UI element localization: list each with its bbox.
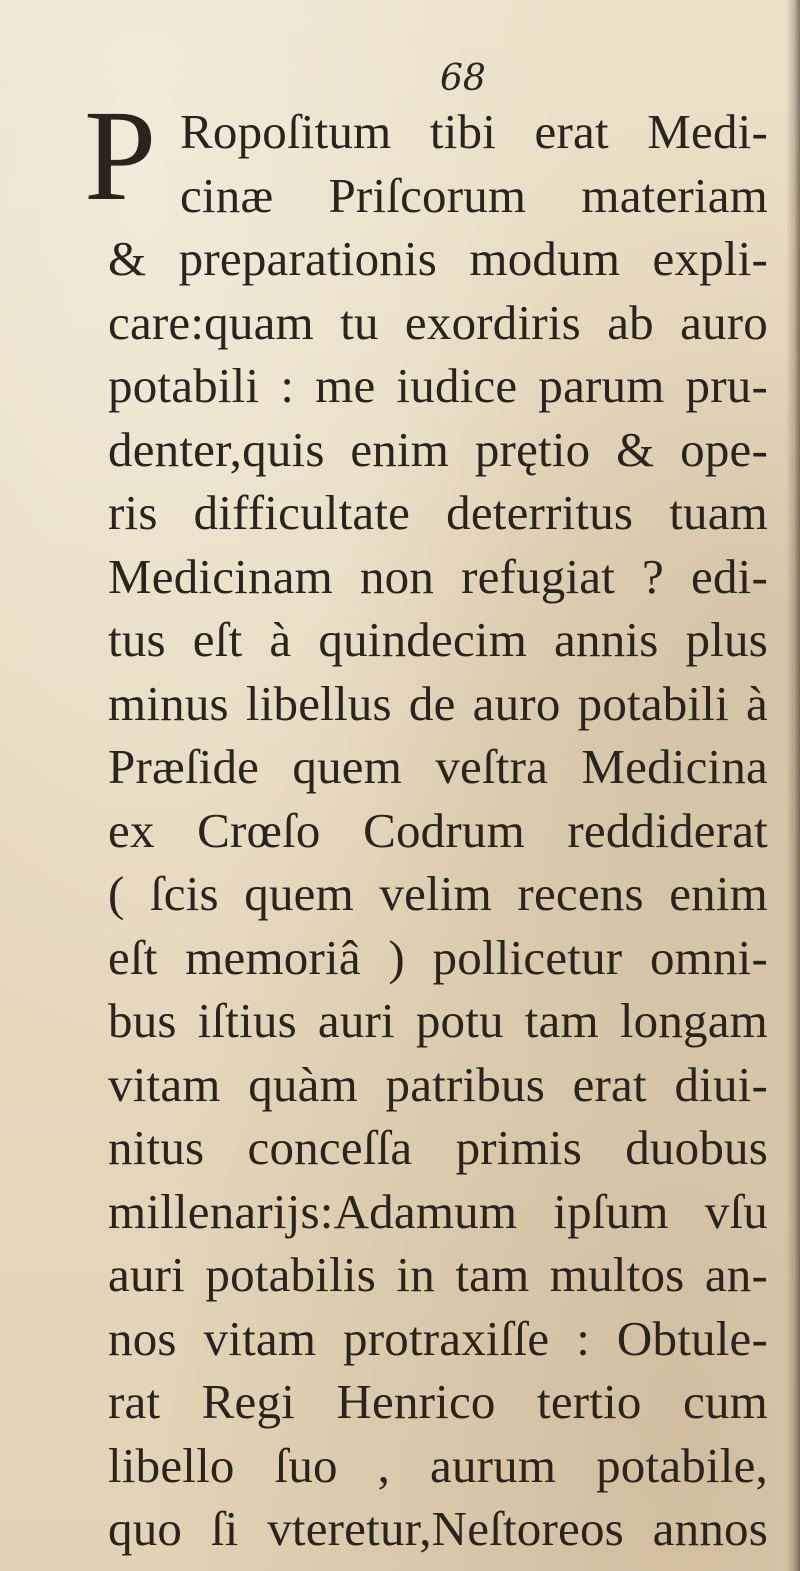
text-line: ris difficultate deterritus tuam — [108, 485, 768, 540]
text-line: eſt memoriâ ) pollicetur omni- — [108, 929, 768, 985]
text-line: minus libellus de auro potabili à — [108, 675, 768, 731]
text-line: libello ſuo , aurum potabile, — [108, 1437, 768, 1493]
text-line: care:quam tu exordiris ab auro — [108, 294, 768, 350]
text-line: nitus conceſſa primis duobus — [108, 1120, 768, 1175]
text-line: rat Regi Henrico tertio cum — [108, 1374, 768, 1429]
page-number: 68 — [440, 58, 486, 99]
text-line: bus iſtius auri potu tam longam — [108, 993, 768, 1048]
text-line: quo ſi vteretur,Neſtoreos annos — [108, 1501, 768, 1556]
text-line: denter,quis enim prętio & ope- — [108, 421, 768, 477]
text-line: cinæ Priſcorum materiam — [180, 167, 768, 223]
text-line: Ropoſitum tibi erat Medi- — [180, 104, 768, 159]
text-line: ex Crœſo Codrum reddiderat — [108, 802, 768, 858]
text-line: Medicinam non refugiat ? edi- — [108, 548, 768, 604]
text-line: tus eſt à quindecim annis plus — [108, 612, 768, 667]
text-line: auri potabilis in tam multos an- — [108, 1247, 768, 1302]
page-edge-shadow — [786, 0, 800, 1571]
text-line: vitam quàm patribus erat diui- — [108, 1056, 768, 1112]
text-line: Præſide quem veſtra Medicina — [108, 739, 768, 794]
drop-cap: P — [84, 84, 157, 228]
text-line: ( ſcis quem velim recens enim — [108, 866, 768, 921]
text-line: millenarijs:Adamum ipſum vſu — [108, 1183, 768, 1239]
text-line: & preparationis modum expli- — [108, 231, 768, 286]
text-line: nos vitam protraxiſſe : Obtule- — [108, 1310, 768, 1366]
body-text — [108, 100, 768, 1561]
text-line: potabili : me iudice parum pru- — [108, 358, 768, 413]
